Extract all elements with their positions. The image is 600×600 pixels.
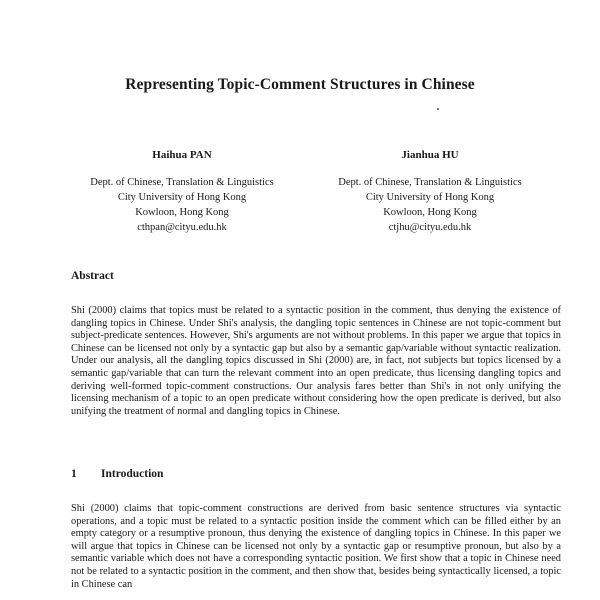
- abstract-text: Shi (2000) claims that topics must be related to a syntactic position in the comment, thus denying the existence of dangling topics in Chinese. Under Shi's analysis, the dangling topic sentences in Chinese are not topic-comment but subject-predicate sentences. However, Shi's arguments are not without problems. In this paper we argue that topics in Chinese can be licensed not only by a syntactic gap but also by a semantic gap/variable without syntactic realization. Under our analysis, all the dangling topics discussed in Shi (2000) are, in fact, not subjects but topics licensed by a semantic gap/variable that can turn the relevant comment into an open predicate, thus licensing dangling topics and deriving well-formed topic-comment constructions. Our analysis fares better than Shi's in not only unifying the licensing mechanism of a topic to an open predicate without considering how the open predicate is derived, but also unifying the treatment of normal and dangling topics in Chinese.: [71, 305, 561, 417]
- paper-title: Representing Topic-Comment Structures in Chinese: [125, 76, 475, 93]
- author-block-1: [62, 148, 302, 235]
- section-title: Introduction: [101, 468, 164, 480]
- author-university: City University of Hong Kong: [117, 192, 247, 203]
- section-number: 1: [71, 468, 77, 480]
- abstract-heading: Abstract: [71, 270, 114, 282]
- author-department: Dept. of Chinese, Translation & Linguistics: [338, 177, 522, 188]
- introduction-heading: [71, 468, 163, 480]
- author-location: Kowloon, Hong Kong: [135, 207, 229, 218]
- introduction-text: Shi (2000) claims that topic-comment constructions are derived from basic sentence structures via syntactic operations, and a topic must be related to a syntactic position inside the comment which can be filled either by an empty category or a resumptive pronoun, thus denying the existence of dangling topics in Chinese. In this paper we will argue that topics in Chinese can be licensed not only by a syntactic gap or resumptive pronoun, but also by a semantic variable which does not have a corresponding syntactic position. We first show that a topic in Chinese need not be related to a syntactic position in the comment, and then show that, besides being syntactically licensed, a topic in Chinese can: [71, 503, 561, 590]
- author-name: Jianhua HU: [401, 149, 459, 161]
- author-email: ctjhu@cityu.edu.hk: [388, 222, 472, 233]
- author-location: Kowloon, Hong Kong: [383, 207, 477, 218]
- author-block-2: [310, 148, 550, 235]
- author-department: Dept. of Chinese, Translation & Linguistics: [90, 177, 274, 188]
- author-name: Haihua PAN: [152, 149, 212, 161]
- stray-mark: [437, 108, 439, 110]
- author-university: City University of Hong Kong: [365, 192, 495, 203]
- author-email: cthpan@cityu.edu.hk: [137, 222, 227, 233]
